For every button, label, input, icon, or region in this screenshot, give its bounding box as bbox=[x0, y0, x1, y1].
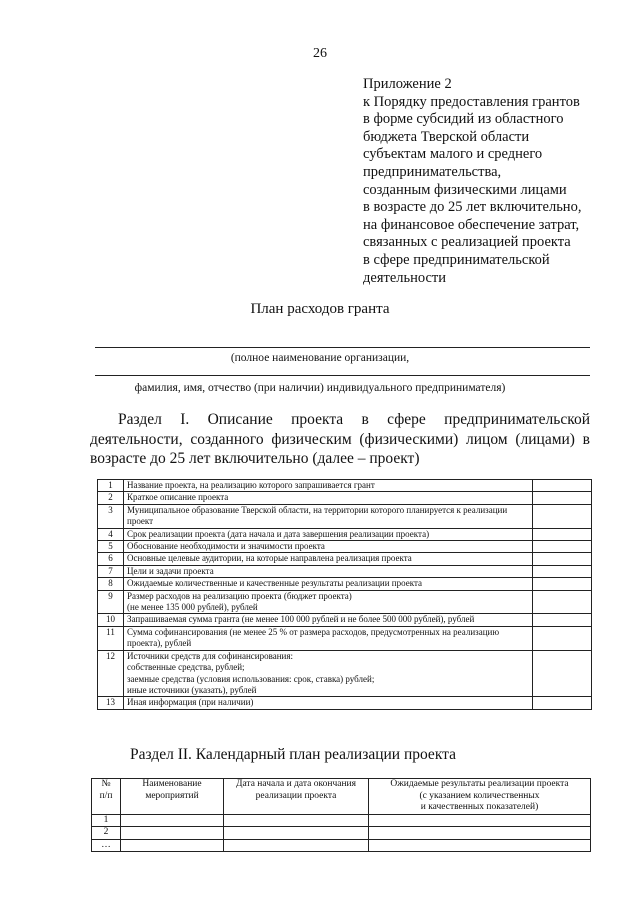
org-caption: (полное наименование организации, bbox=[230, 352, 410, 364]
appendix-line: субъектам малого и среднего bbox=[363, 146, 543, 163]
appendix-header bbox=[363, 76, 633, 287]
row-number: … bbox=[92, 839, 121, 852]
row-value-cell bbox=[533, 541, 592, 553]
appendix-line: на финансовое обеспечение затрат, bbox=[363, 216, 580, 233]
page-number: 26 bbox=[313, 46, 327, 61]
empty-cell bbox=[224, 839, 369, 852]
row-description: Краткое описание проекта bbox=[124, 492, 533, 504]
row-number: 2 bbox=[98, 492, 124, 504]
row-description: Ожидаемые количественные и качественные результаты реализации проекта bbox=[124, 578, 533, 590]
row-number: 2 bbox=[92, 827, 121, 840]
row-number: 6 bbox=[98, 553, 124, 565]
table-row bbox=[98, 590, 592, 614]
fio-caption: фамилия, имя, отчество (при наличии) индивидуального предпринимателя) bbox=[134, 382, 506, 394]
row-description: Источники средств для софинансирования: собственные средства, рублей; заемные средства (условия использования: срок, ставка) рублей; иные источники (указать), рублей bbox=[124, 650, 533, 697]
calendar-plan-table bbox=[91, 778, 591, 852]
row-number: 9 bbox=[98, 590, 124, 614]
appendix-line: Приложение 2 bbox=[363, 76, 452, 92]
column-header: Наименование мероприятий bbox=[121, 779, 224, 815]
appendix-line: созданным физическими лицами bbox=[363, 181, 567, 198]
appendix-line: предпринимательства, bbox=[363, 163, 502, 180]
row-number: 3 bbox=[98, 504, 124, 528]
empty-cell bbox=[121, 827, 224, 840]
row-number: 11 bbox=[98, 626, 124, 650]
appendix-line: в сфере предпринимательской bbox=[363, 251, 550, 268]
empty-cell bbox=[121, 839, 224, 852]
plan-title: План расходов гранта bbox=[250, 301, 390, 317]
table-row bbox=[98, 614, 592, 626]
row-description: Иная информация (при наличии) bbox=[124, 697, 533, 709]
row-description: Запрашиваемая сумма гранта (не менее 100 000 рублей и не более 500 000 рублей), рублей bbox=[124, 614, 533, 626]
table-row bbox=[98, 578, 592, 590]
appendix-line: деятельности bbox=[363, 269, 447, 286]
table-row bbox=[98, 697, 592, 709]
row-value-cell bbox=[533, 480, 592, 492]
row-value-cell bbox=[533, 504, 592, 528]
section2-title: Раздел II. Календарный план реализации проекта bbox=[130, 746, 456, 763]
section1-title: Раздел I. Описание проекта в сфере предпринимательской деятельности, созданного физическим (физическими) лицом (лицами) в возрасте до 25 лет включительно (далее – проект) bbox=[90, 411, 590, 467]
column-header: Дата начала и дата окончания реализации проекта bbox=[224, 779, 369, 815]
table-row bbox=[98, 504, 592, 528]
table-row bbox=[98, 480, 592, 492]
row-value-cell bbox=[533, 697, 592, 709]
row-description: Сумма софинансирования (не менее 25 % от размера расходов, предусмотренных на реализацию проекта), рублей bbox=[124, 626, 533, 650]
row-description: Размер расходов на реализацию проекта (бюджет проекта) (не менее 135 000 рублей), рублей bbox=[124, 590, 533, 614]
row-description: Основные целевые аудитории, на которые направлена реализация проекта bbox=[124, 553, 533, 565]
empty-cell bbox=[224, 827, 369, 840]
row-number: 4 bbox=[98, 528, 124, 540]
row-description: Название проекта, на реализацию которого запрашивается грант bbox=[124, 480, 533, 492]
row-value-cell bbox=[533, 626, 592, 650]
row-value-cell bbox=[533, 590, 592, 614]
table-row bbox=[92, 827, 591, 840]
row-value-cell bbox=[533, 553, 592, 565]
table-row bbox=[98, 565, 592, 577]
row-number: 8 bbox=[98, 578, 124, 590]
fio-line bbox=[95, 375, 590, 376]
row-number: 1 bbox=[92, 814, 121, 827]
row-value-cell bbox=[533, 565, 592, 577]
row-number: 5 bbox=[98, 541, 124, 553]
table-row bbox=[98, 553, 592, 565]
org-name-line bbox=[95, 347, 590, 348]
row-description: Муниципальное образование Тверской области, на территории которого планируется к реализации проект bbox=[124, 504, 533, 528]
row-description: Цели и задачи проекта bbox=[124, 565, 533, 577]
row-description: Обоснование необходимости и значимости проекта bbox=[124, 541, 533, 553]
row-value-cell bbox=[533, 528, 592, 540]
appendix-line: связанных с реализацией проекта bbox=[363, 234, 571, 251]
appendix-line: к Порядку предоставления грантов bbox=[363, 93, 580, 110]
empty-cell bbox=[121, 814, 224, 827]
empty-cell bbox=[369, 827, 591, 840]
table-row bbox=[92, 814, 591, 827]
table-row bbox=[98, 528, 592, 540]
row-number: 10 bbox=[98, 614, 124, 626]
row-number: 12 bbox=[98, 650, 124, 697]
appendix-line: в форме субсидий из областного bbox=[363, 111, 564, 128]
row-number: 1 bbox=[98, 480, 124, 492]
column-header: Ожидаемые результаты реализации проекта (с указанием количественных и качественных показателей) bbox=[369, 779, 591, 815]
appendix-line: в возрасте до 25 лет включительно, bbox=[363, 199, 582, 216]
empty-cell bbox=[224, 814, 369, 827]
table-row bbox=[98, 541, 592, 553]
project-description-table bbox=[97, 479, 592, 710]
column-header: № п/п bbox=[92, 779, 121, 815]
table-row bbox=[98, 650, 592, 697]
row-value-cell bbox=[533, 492, 592, 504]
row-value-cell bbox=[533, 650, 592, 697]
table-row bbox=[92, 839, 591, 852]
table-row bbox=[98, 492, 592, 504]
appendix-line: бюджета Тверской области bbox=[363, 128, 530, 145]
empty-cell bbox=[369, 839, 591, 852]
row-description: Срок реализации проекта (дата начала и дата завершения реализации проекта) bbox=[124, 528, 533, 540]
row-number: 7 bbox=[98, 565, 124, 577]
row-value-cell bbox=[533, 614, 592, 626]
empty-cell bbox=[369, 814, 591, 827]
row-value-cell bbox=[533, 578, 592, 590]
row-number: 13 bbox=[98, 697, 124, 709]
table-row bbox=[98, 626, 592, 650]
